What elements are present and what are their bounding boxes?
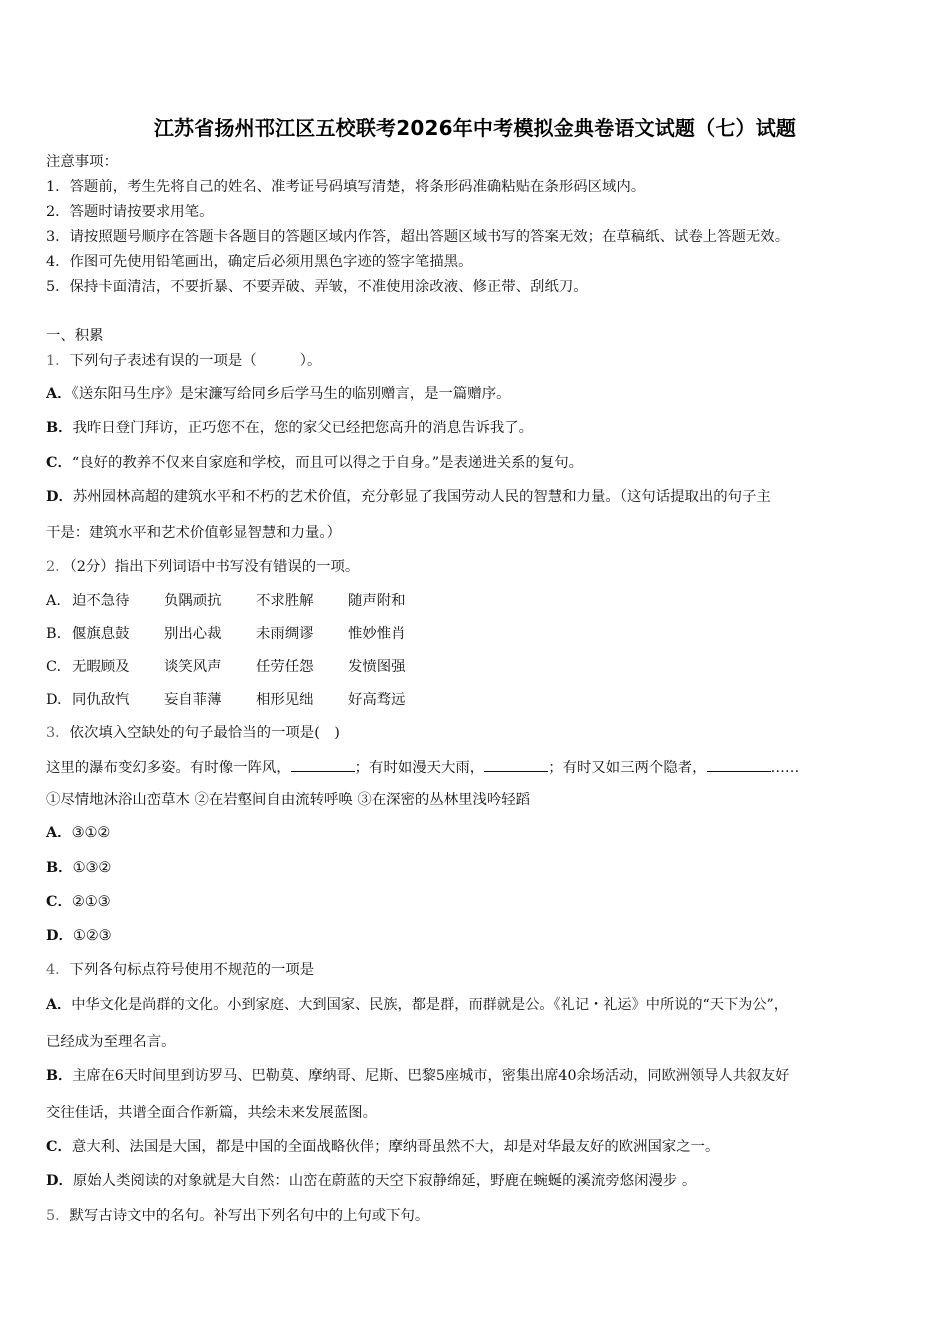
word: 别出心裁 [164, 626, 222, 642]
option-label: D． [46, 1172, 73, 1189]
question-number: 1． [46, 353, 70, 369]
q1-option-d [46, 487, 771, 507]
option-text: 原始人类阅读的对象就是大自然：山峦在蔚蓝的天空下寂静绵延，野鹿在蜿蜒的溪流旁悠闲漫步 。 [72, 1173, 697, 1189]
question-stem: 下列各句标点符号使用不规范的一项是 [69, 962, 315, 978]
fill-blank [291, 757, 355, 772]
page-title: 江苏省扬州邗江区五校联考2026年中考模拟金典卷语文试题（七）试题 [153, 116, 797, 140]
option-text: 我昨日登门拜访，正巧您不在，您的家父已经把您高升的消息告诉我了。 [72, 420, 534, 436]
option-text: 《送东阳马生序》是宋濂写给同乡后学马生的临别赠言，是一篇赠序。 [71, 386, 511, 402]
q4-option-c [46, 1137, 719, 1157]
option-label: C． [46, 893, 72, 910]
word: 同仇敌忾 [72, 692, 130, 708]
word: 不求胜解 [256, 593, 314, 609]
word: 相形见绌 [256, 692, 314, 708]
option-text: 主席在6天时间里到访罗马、巴勒莫、摩纳哥、尼斯、巴黎5座城市，密集出席40余场活动，同欧洲领导人共叙友好 [72, 1068, 790, 1084]
q3-option-c [46, 892, 111, 912]
option-label: C． [46, 1138, 72, 1155]
q2-option-b [46, 624, 406, 644]
word: 无暇顾及 [72, 659, 130, 675]
q2-option-d [46, 690, 406, 710]
q4-option-b-continued: 交往佳话，共谱全面合作新篇，共绘未来发展蓝图。 [46, 1105, 377, 1121]
option-label: B． [46, 1068, 73, 1084]
option-label: B． [46, 419, 73, 436]
question-stem: （2分）指出下列词语中书写没有错误的一项。 [69, 559, 360, 575]
question-3 [46, 723, 340, 743]
option-label: A． [46, 824, 72, 841]
passage-text: 这里的瀑布变幻多姿。有时像一阵风， [46, 760, 291, 776]
notice-item-2: 2．答题时请按要求用笔。 [46, 204, 214, 220]
option-text: 意大利、法国是大国，都是中国的全面战略伙伴；摩纳哥虽然不大，却是对华最友好的欧洲国家之一。 [71, 1139, 720, 1155]
option-label: B. [46, 626, 62, 642]
word: 惟妙惟肖 [348, 626, 406, 642]
option-label: D. [46, 692, 62, 708]
question-stem: 默写古诗文中的名句。补写出下列名句中的上句或下句。 [69, 1208, 430, 1224]
q2-option-c [46, 657, 406, 677]
question-5 [46, 1206, 429, 1226]
word: 迫不急待 [72, 593, 130, 609]
option-label: A． [46, 997, 72, 1013]
word: 发愤图强 [348, 659, 406, 675]
notice-heading: 注意事项： [46, 154, 118, 170]
word: 好高骛远 [348, 692, 406, 708]
q4-option-d [46, 1171, 696, 1191]
question-4 [46, 960, 314, 980]
notice-item-1: 1．答题前，考生先将自己的姓名、准考证号码填写清楚，将条形码准确粘贴在条形码区域内。 [46, 179, 646, 195]
section-heading: 一、积累 [46, 328, 104, 344]
option-label: B． [46, 859, 73, 876]
fill-blank [707, 757, 771, 772]
q3-option-d [46, 926, 112, 946]
notice-item-5: 5．保持卡面清洁，不要折暴、不要弄破、弄皱，不准使用涂改液、修正带、刮纸刀。 [46, 279, 588, 295]
q1-option-c [46, 453, 583, 473]
q2-option-a [46, 591, 406, 611]
option-text: ②①③ [71, 894, 111, 910]
q1-option-a [46, 384, 510, 404]
q4-option-b [46, 1066, 789, 1086]
option-label: C. [46, 659, 62, 675]
passage-text: …… [770, 760, 800, 776]
question-2 [46, 557, 359, 577]
question-number: 4． [46, 962, 70, 978]
option-label: D． [46, 927, 73, 944]
word: 负隅顽抗 [164, 593, 222, 609]
option-text: ③①② [71, 825, 111, 841]
notice-item-4: 4．作图可先使用铅笔画出，确定后必须用黑色字迹的签字笔描黑。 [46, 254, 473, 270]
word: 妄自菲薄 [164, 692, 222, 708]
notice-item-3: 3．请按照题号顺序在答题卡各题目的答题区域内作答，超出答题区域书写的答案无效；在草稿纸、试卷上答题无效。 [46, 229, 790, 245]
option-text: “良好的教养不仅来自家庭和学校，而且可以得之于自身。”是表递进关系的复句。 [71, 455, 584, 471]
question-number: 3． [46, 725, 70, 741]
option-label: A. [46, 593, 61, 609]
question-number: 5． [46, 1208, 70, 1224]
q3-choices: ①尽情地沐浴山峦草木 ②在岩壑间自由流转呼唤 ③在深密的丛林里浅吟轻蹈 [46, 792, 531, 808]
q3-option-a [46, 823, 110, 843]
word: 偃旗息鼓 [72, 626, 130, 642]
option-text: ①②③ [72, 928, 112, 944]
question-stem: 依次填入空缺处的句子最恰当的一项是( ) [69, 725, 340, 741]
option-label: D． [46, 488, 73, 505]
option-text: ①③② [72, 860, 112, 876]
passage-text: ；有时如漫天大雨， [354, 760, 485, 776]
fill-blank [484, 757, 548, 772]
question-number: 2． [46, 559, 70, 575]
word: 未雨绸谬 [256, 626, 314, 642]
passage-text: ；有时又如三两个隐者， [548, 760, 707, 776]
option-label: A． [46, 385, 72, 402]
option-text: 中华文化是尚群的文化。小到家庭、大到国家、民族，都是群，而群就是公。《礼记・礼运》中所说的“天下为公”， [71, 997, 788, 1013]
option-label: C． [46, 454, 72, 471]
word: 随声附和 [348, 593, 406, 609]
q1-option-d-continued: 干是：建筑水平和艺术价值彰显智慧和力量。） [46, 525, 342, 541]
word: 谈笑风声 [164, 659, 222, 675]
word: 任劳任怨 [256, 659, 314, 675]
option-text: 苏州园林高超的建筑水平和不朽的艺术价值，充分彰显了我国劳动人民的智慧和力量。（这句话提取出的句子主 [72, 489, 771, 505]
question-stem: 下列句子表述有误的一项是（ ）。 [69, 353, 322, 369]
q3-passage [46, 757, 799, 778]
q1-option-b [46, 418, 533, 438]
q4-option-a-continued: 已经成为至理名言。 [46, 1034, 176, 1050]
q4-option-a [46, 995, 788, 1015]
question-1 [46, 351, 321, 371]
q3-option-b [46, 858, 111, 878]
